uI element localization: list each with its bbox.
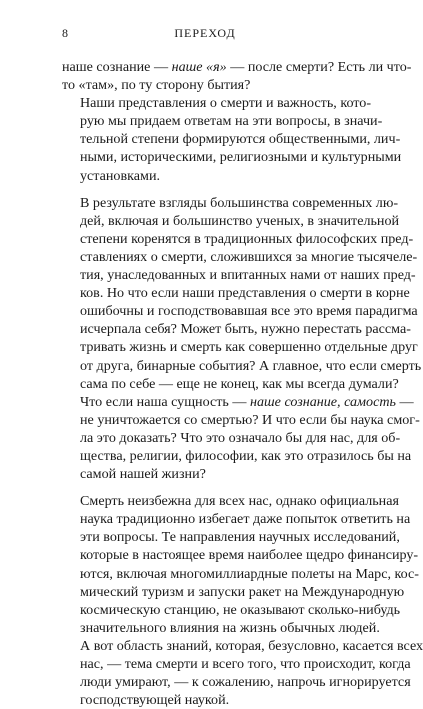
text-run: ков. Но что если наши представления о смерти в корне <box>80 285 410 302</box>
text-run: ошибочны и господствовавшая все это время парадигма <box>80 303 418 320</box>
text-run: щества, религии, философии, как это отразилось бы на <box>80 447 412 464</box>
text-run: ставлениях о смерти, сложившихся за многие тысячеле- <box>80 248 418 265</box>
text-run: — <box>395 393 414 410</box>
text-line <box>62 637 423 655</box>
text-run: тельной степени формируются общественными, лич- <box>80 131 401 148</box>
text-run: то «там», по ту сторону бытия? <box>62 77 251 94</box>
text-run: В результате взгляды большинства современных лю- <box>80 194 399 211</box>
text-run: ла это доказать? Что это означало бы для нас, для об- <box>80 429 401 446</box>
text-line <box>62 465 348 483</box>
page-number: 8 <box>62 26 69 40</box>
text-run: не уничтожается со смертью? И что если бы наука смог- <box>80 411 420 428</box>
text-run: эти вопросы. Те направления научных исследований, <box>80 529 400 546</box>
text-line <box>62 375 399 393</box>
text-line <box>62 546 419 564</box>
text-line <box>62 194 399 212</box>
text-run: космическую станцию, не оказывают сколько-нибудь <box>80 601 401 618</box>
text-run: тия, унаследованных и впитанных нами от наших пред- <box>80 267 416 284</box>
text-line <box>62 447 412 465</box>
text-line <box>62 528 400 546</box>
text-run: — после смерти? Есть ли что- <box>226 59 412 75</box>
text-run: степени коренятся в традиционных философских пред- <box>80 230 414 247</box>
text-line <box>62 357 422 375</box>
text-line <box>62 492 399 510</box>
text-run: Смерть неизбежна для всех нас, однако официальная <box>80 493 399 510</box>
text-run: Наши представления о смерти и важность, кото- <box>80 95 372 112</box>
text-run: сама по себе — еще не конец, как мы всегда думали? <box>80 375 399 392</box>
text-line <box>62 266 416 284</box>
text-line <box>62 338 418 356</box>
text-run: значительного влияния на жизнь обычных людей. <box>80 619 380 636</box>
text-line <box>62 691 348 709</box>
text-line <box>62 565 419 583</box>
text-line <box>62 673 411 691</box>
text-run: Что если наша сущность — <box>80 393 250 410</box>
text-line <box>62 411 420 429</box>
italic-run: наше «я» <box>171 59 227 75</box>
text-run: рую мы придаем ответам на эти вопросы, в значи- <box>80 113 383 130</box>
paragraph <box>62 194 422 484</box>
text-line <box>62 167 348 185</box>
text-run: А вот область знаний, которая, безусловно, касается всех <box>80 637 423 654</box>
text-run: ются, включая многомиллиардные полеты на Марс, кос- <box>80 565 419 582</box>
text-run: люди умирают, — к сожалению, напрочь игнорируется <box>80 674 411 691</box>
text-line <box>62 393 414 411</box>
running-title: ПЕРЕХОД <box>174 26 236 40</box>
text-line <box>62 583 405 601</box>
text-line <box>62 148 402 166</box>
text-line <box>62 619 380 637</box>
text-line <box>62 302 418 320</box>
paragraph <box>62 94 402 184</box>
text-run: тривать жизнь и смерть как совершенно отдельные друг <box>80 339 418 356</box>
text-line <box>62 58 412 76</box>
text-line <box>62 248 418 266</box>
text-run: дей, включая и большинство ученых, в значительной <box>80 212 400 229</box>
text-run: исчерпала себя? Может быть, нужно перестать рассма- <box>80 321 411 338</box>
paragraph <box>62 492 423 709</box>
text-line <box>62 94 372 112</box>
text-run: установками. <box>80 167 161 184</box>
page-header <box>62 26 348 42</box>
text-run: от друга, бинарные события? А главное, что если смерть <box>80 357 422 374</box>
paragraph <box>62 58 412 94</box>
text-line <box>62 212 400 230</box>
text-line <box>62 655 411 673</box>
text-run: нас, — тема смерти и всего того, что происходит, когда <box>80 656 411 672</box>
text-line <box>62 320 411 338</box>
text-run: самой нашей жизни? <box>80 466 206 483</box>
text-run: ными, историческими, религиозными и культурными <box>80 149 402 166</box>
text-line <box>62 284 410 302</box>
text-run: мический туризм и запуски ракет на Международную <box>80 583 405 600</box>
text-line <box>62 429 401 447</box>
text-run: наука традиционно избегает даже попыток ответить на <box>80 511 411 528</box>
text-line <box>62 601 401 619</box>
text-run: которые в настоящее время наиболее щедро финансиру- <box>80 547 419 564</box>
text-run: наше сознание — <box>62 59 172 75</box>
text-line <box>62 130 401 148</box>
text-line <box>62 510 411 528</box>
text-line <box>62 76 348 94</box>
body-text <box>62 58 423 709</box>
text-line <box>62 112 383 130</box>
italic-run: наше сознание, самость <box>250 393 396 410</box>
text-line <box>62 230 414 248</box>
text-run: господствующей наукой. <box>80 692 230 709</box>
